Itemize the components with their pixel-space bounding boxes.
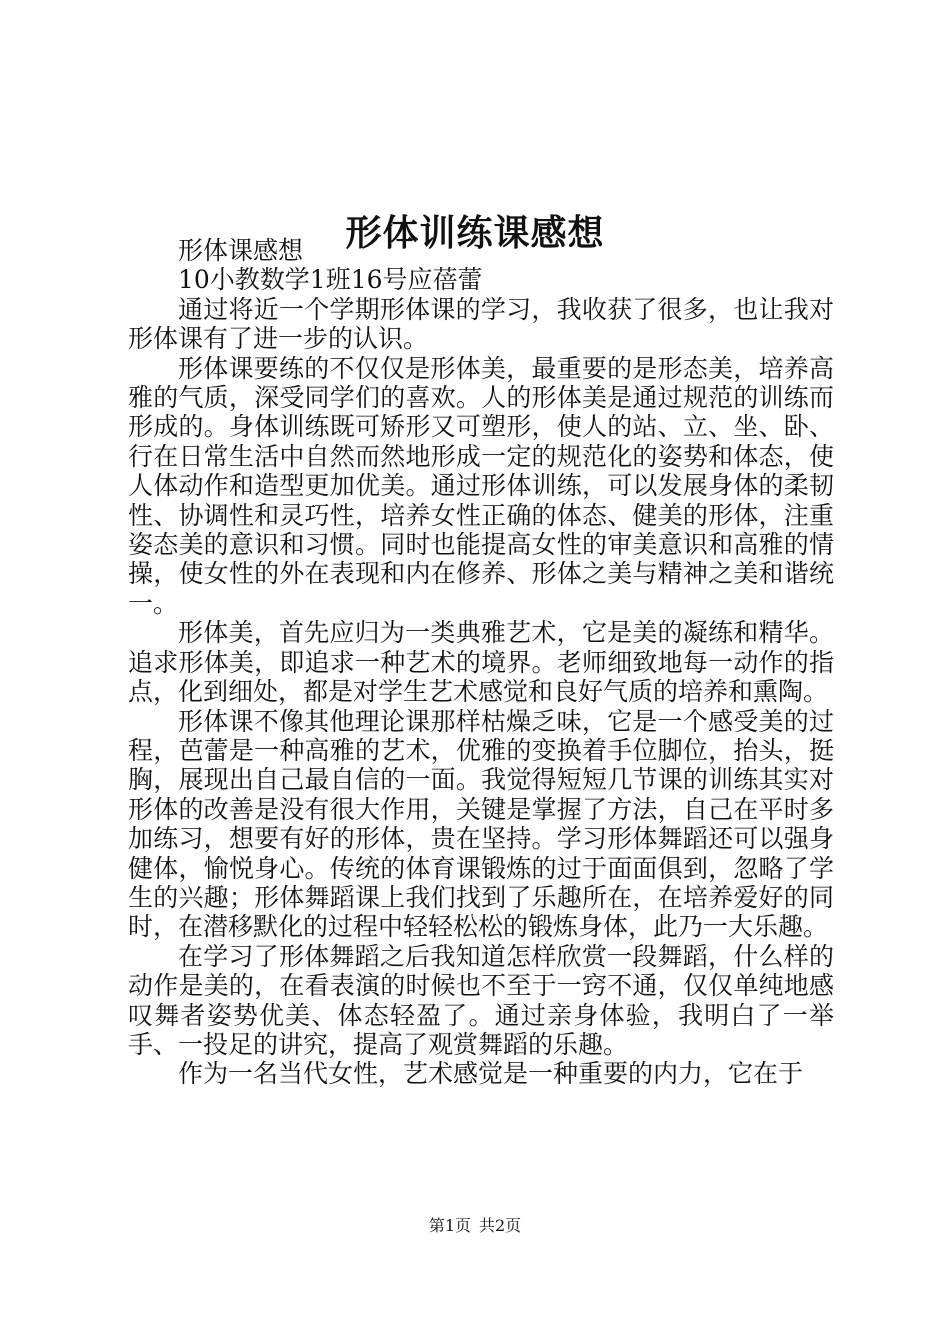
- document-body: [128, 236, 834, 1089]
- page-number: 第1页: [428, 1216, 471, 1235]
- body-paragraph: 形体美，首先应归为一类典雅艺术，它是美的凝练和精华。追求形体美，即追求一种艺术的境界。老师细致地每一动作的指点，化到细处，都是对学生艺术感觉和良好气质的培养和熏陶。: [128, 618, 834, 707]
- body-paragraph: 形体课不像其他理论课那样枯燥乏味，它是一个感受美的过程，芭蕾是一种高雅的艺术，优雅的变换着手位脚位，抬头，挺胸，展现出自己最自信的一面。我觉得短短几节课的训练其实对形体的改善是没有很大作用，关键是掌握了方法，自己在平时多加练习，想要有好的形体，贵在坚持。学习形体舞蹈还可以强身健体，愉悦身心。传统的体育课锻炼的过于面面俱到，忽略了学生的兴趣；形体舞蹈课上我们找到了乐趣所在，在培养爱好的同时，在潜移默化的过程中轻轻松松的锻炼身体，此乃一大乐趣。: [128, 706, 834, 942]
- body-paragraph: 形体课要练的不仅仅是形体美，最重要的是形态美，培养高雅的气质，深受同学们的喜欢。人的形体美是通过规范的训练而形成的。身体训练既可矫形又可塑形，使人的站、立、坐、卧、行在日常生活中自然而然地形成一定的规范化的姿势和体态，使人体动作和造型更加优美。通过形体训练，可以发展身体的柔韧性、协调性和灵巧性，培养女性正确的体态、健美的形体，注重姿态美的意识和习惯。同时也能提高女性的审美意识和高雅的情操，使女性的外在表现和内在修养、形体之美与精神之美和谐统一。: [128, 353, 834, 618]
- body-paragraph: 在学习了形体舞蹈之后我知道怎样欣赏一段舞蹈，什么样的动作是美的，在看表演的时候也不至于一窍不通，仅仅单纯地感叹舞者姿势优美、体态轻盈了。通过亲身体验，我明白了一举手、一投足的讲究，提高了观赏舞蹈的乐趣。: [128, 941, 834, 1059]
- subtitle: 形体课感想: [178, 236, 304, 265]
- body-paragraph: 通过将近一个学期形体课的学习，我收获了很多，也让我对形体课有了进一步的认识。: [128, 294, 834, 354]
- author-line: 10小教数学1班16号应蓓蕾: [178, 265, 483, 295]
- document-title: 形体训练课感想: [345, 212, 605, 255]
- body-paragraph: 作为一名当代女性，艺术感觉是一种重要的内力，它在于: [178, 1059, 804, 1089]
- page-total: 共2页: [479, 1216, 522, 1235]
- page-footer: [0, 1214, 950, 1238]
